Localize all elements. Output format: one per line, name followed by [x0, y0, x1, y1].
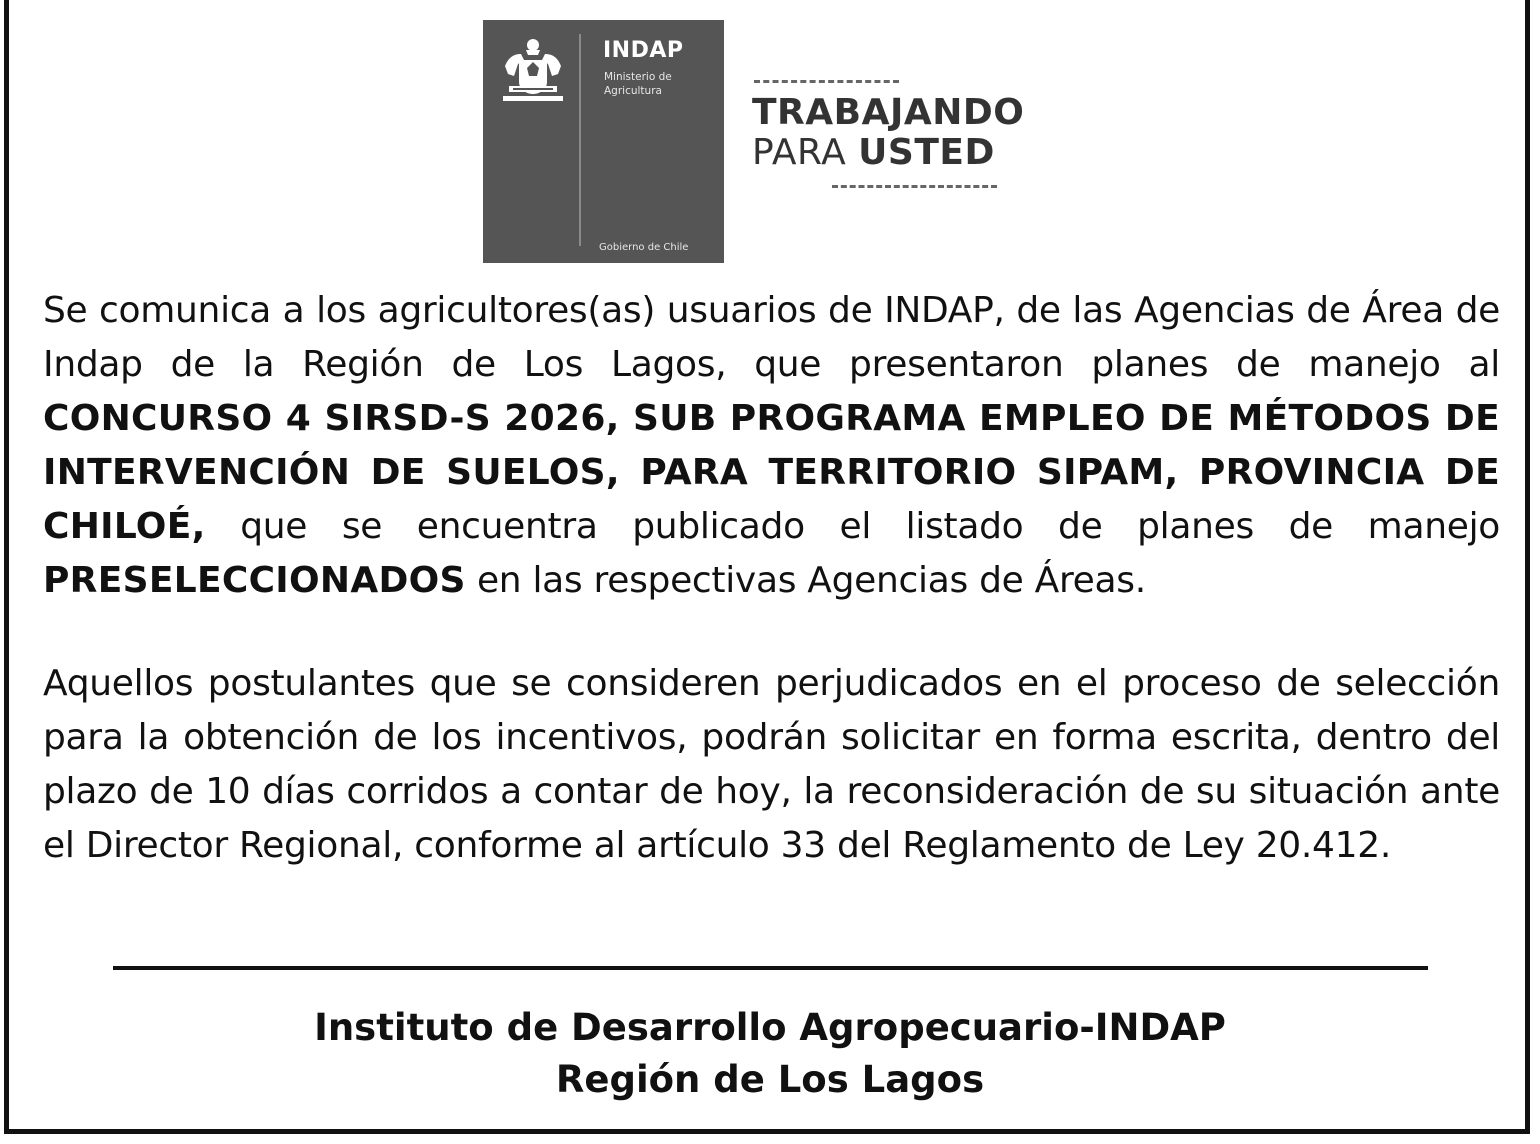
tagline-top-dashes: [754, 80, 899, 83]
tagline: [752, 80, 1025, 205]
tagline-line2-regular: PARA: [752, 132, 859, 173]
logo-ministry: Ministerio de Agricultura: [604, 71, 672, 97]
tagline-line2: [752, 133, 1022, 173]
tagline-line2-bold: USTED: [858, 132, 995, 173]
tagline-bottom-dashes: [832, 185, 997, 188]
footer-divider: [113, 966, 1428, 970]
logo-divider: [579, 34, 581, 246]
paragraph-1-bold-b: PRESELECCIONADOS: [43, 560, 466, 601]
logo-government: Gobierno de Chile: [599, 242, 689, 253]
chile-coat-of-arms-icon: [499, 36, 567, 108]
notice-paragraph-2: Aquellos postulantes que se consideren perjudicados en el proceso de selección para la obtención de los incentivos, podrán solicitar en forma escrita, dentro del plazo de 10 días corridos a contar de hoy, la reconsideración de su situación ante el Director Regional, conforme al artículo 33 del Reglamento de Ley 20.412.: [43, 663, 1500, 866]
notice-paragraph-1: [43, 284, 1500, 608]
paragraph-1-text-b: que se encuentra publicado el listado de planes de manejo: [205, 506, 1500, 547]
paragraph-1-text-a: Se comunica a los agricultores(as) usuarios de INDAP, de las Agencias de Área de Indap de la Región de Los Lagos, que presentaron planes de manejo al: [43, 290, 1500, 385]
paragraph-1-text-c: en las respectivas Agencias de Áreas.: [465, 560, 1146, 601]
indap-logo: [483, 20, 724, 263]
paragraph-1-bold-a: CONCURSO 4 SIRSD-S 2026, SUB PROGRAMA EMPLEO DE MÉTODOS DE INTERVENCIÓN DE SUELOS, PARA TERRITORIO SIPAM, PROVINCIA DE CHILOÉ,: [43, 398, 1500, 547]
logo-name: INDAP: [603, 38, 684, 63]
signature-block: [0, 1002, 1540, 1106]
signature-institution: Instituto de Desarrollo Agropecuario-INDAP: [314, 1006, 1226, 1049]
tagline-line1: TRABAJANDO: [752, 92, 1025, 133]
signature-region: Región de Los Lagos: [555, 1058, 985, 1101]
